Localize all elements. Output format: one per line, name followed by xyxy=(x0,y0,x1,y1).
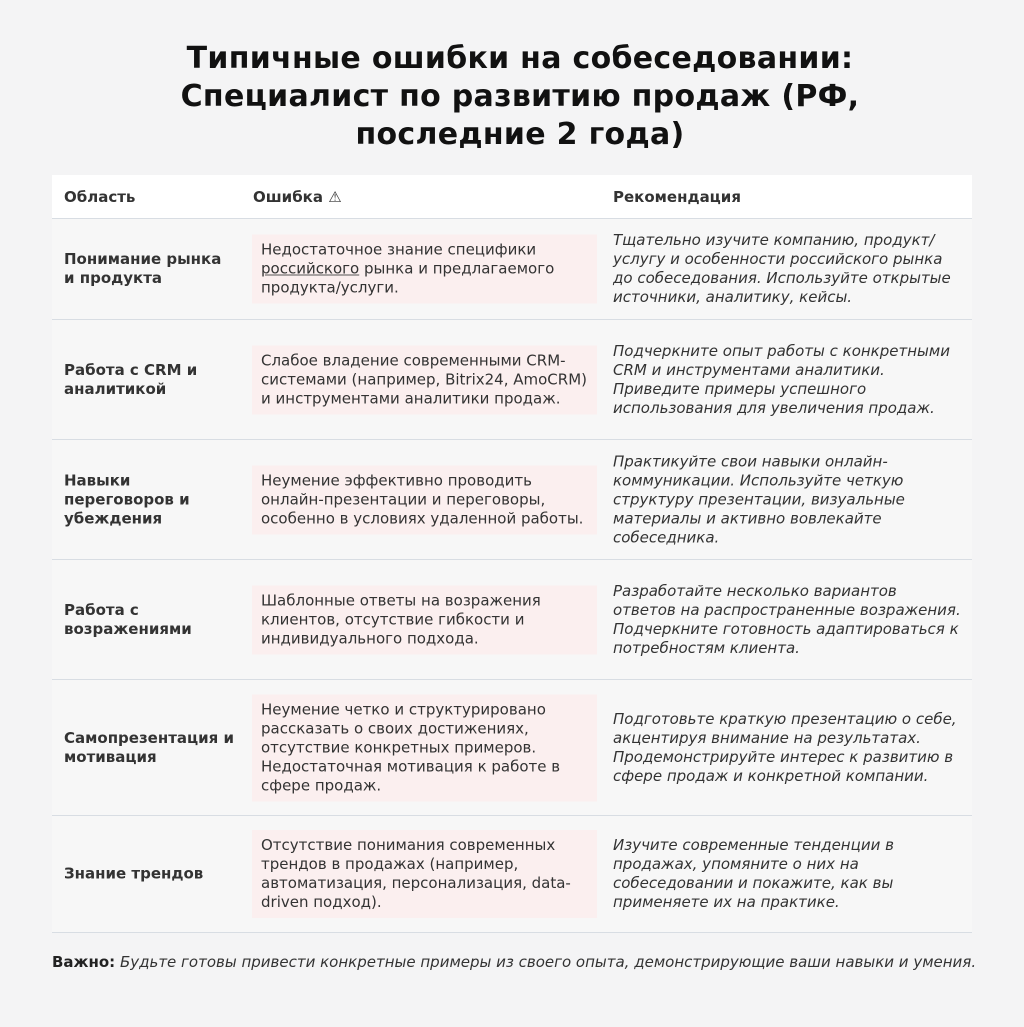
recommendation-cell: Практикуйте свои навыки онлайн-коммуникации. Используйте четкую структуру презентации, визуальные материалы и активно вовлекайте собеседника. xyxy=(613,452,905,546)
title-line-1: Типичные ошибки на собеседовании: xyxy=(186,41,854,76)
table-row xyxy=(52,440,972,560)
table-row xyxy=(52,680,972,816)
table-header xyxy=(52,175,972,219)
title-line-3: последние 2 года) xyxy=(355,117,685,152)
table-row xyxy=(52,219,972,320)
recommendation-cell: Подготовьте краткую презентацию о себе, акцентируя внимание на результатах. Продемонстрируйте интерес к развитию в сфере продаж и конкретной компании. xyxy=(613,709,957,785)
header-mistake: Ошибка ⚠ xyxy=(253,188,342,206)
area-cell: Навыки переговоров и убеждения xyxy=(64,471,190,527)
underlined-word: российского xyxy=(261,259,360,278)
note-text: Будьте готовы привести конкретные примеры из своего опыта, демонстрирующие ваши навыки и умения. xyxy=(119,953,977,971)
table-row xyxy=(52,560,972,680)
mistake-text: Недостаточное знание специфики xyxy=(261,240,537,259)
mistake-cell xyxy=(252,235,597,304)
mistake-cell: Неумение эффективно проводить онлайн-презентации и переговоры, особенно в условиях удаленной работы. xyxy=(252,465,597,534)
errors-table xyxy=(52,175,972,933)
table-row xyxy=(52,816,972,933)
mistake-cell: Отсутствие понимания современных трендов в продажах (например, автоматизация, персонализация, data-driven подход). xyxy=(252,830,597,918)
footnote xyxy=(52,953,982,972)
area-cell: Самопрезентация и мотивация xyxy=(64,728,235,766)
table-row xyxy=(52,320,972,440)
page-title xyxy=(0,40,1024,154)
recommendation-cell: Тщательно изучите компанию, продукт/услугу и особенности российского рынка до собеседования. Используйте открытые источники, аналитику, кейсы. xyxy=(613,231,951,306)
mistake-cell: Слабое владение современными CRM-системами (например, Bitrix24, AmoCRM) и инструментами аналитики продаж. xyxy=(252,345,597,414)
area-cell: Понимание рынка и продукта xyxy=(64,250,222,287)
mistake-cell: Неумение четко и структурировано рассказать о своих достижениях, отсутствие конкретных примеров. Недостаточная мотивация к работе в сфере продаж. xyxy=(252,694,597,801)
area-cell: Работа с CRM и аналитикой xyxy=(64,360,198,398)
area-cell: Знание трендов xyxy=(64,864,204,883)
title-line-2: Специалист по развитию продаж (РФ, xyxy=(180,79,860,114)
area-cell: Работа с возражениями xyxy=(64,600,192,638)
header-area: Область xyxy=(64,188,136,206)
note-label: Важно: xyxy=(52,953,116,971)
mistake-cell: Шаблонные ответы на возражения клиентов, отсутствие гибкости и индивидуального подхода. xyxy=(252,585,597,654)
recommendation-cell: Подчеркните опыт работы с конкретными CRM и инструментами аналитики. Приведите примеры успешного использования для увеличения продаж. xyxy=(613,341,950,417)
header-recommendation: Рекомендация xyxy=(613,188,741,206)
recommendation-cell: Изучите современные тенденции в продажах, упомяните о них на собеседовании и покажите, как вы применяете их на практике. xyxy=(613,836,894,911)
mistake-text: рынка и предлагаемого продукта/услуги. xyxy=(261,259,555,297)
recommendation-cell: Разработайте несколько вариантов ответов на распространенные возражения. Подчеркните готовность адаптироваться к потребностям клиента. xyxy=(613,581,961,657)
